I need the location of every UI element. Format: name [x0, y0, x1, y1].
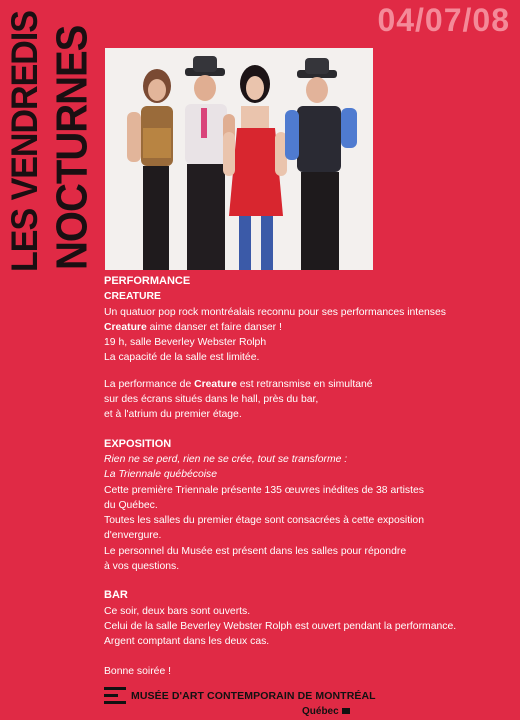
exposition-subtitle: La Triennale québécoise: [104, 469, 218, 481]
band-photo: [105, 48, 373, 270]
exposition-line-2: du Québec.: [104, 499, 158, 511]
performance-para2-line-2: sur des écrans situés dans le hall, près du bar,: [104, 394, 319, 406]
performance-line-1: Un quatuor pop rock montréalais reconnu pour ses performances intenses: [104, 306, 446, 318]
performance-line-2-rest: aime danser et faire danser !: [146, 321, 282, 333]
performance-para2-pre: La performance de: [104, 378, 195, 390]
event-details: [104, 274, 504, 679]
performance-subheading: CREATURE: [104, 291, 161, 303]
quebec-text: Québec: [302, 706, 339, 717]
event-date: 04/07/08: [377, 2, 510, 38]
performance-section: [104, 274, 504, 423]
museum-name: MUSÉE D'ART CONTEMPORAIN DE MONTRÉAL: [131, 690, 376, 702]
exposition-section: [104, 437, 504, 575]
exposition-title: Rien ne se perd, rien ne se crée, tout se transforme :: [104, 453, 348, 465]
quebec-flag-icon: [342, 708, 350, 714]
exposition-line-4: d'envergure.: [104, 530, 162, 542]
bar-line-2: Celui de la salle Beverley Webster Rolph est ouvert pendant la performance.: [104, 620, 457, 632]
title-line-2: NOCTURNES: [47, 25, 97, 270]
band-name-bold: Creature: [104, 321, 147, 333]
band-name-bold-2: Creature: [194, 378, 237, 390]
museum-logo-icon: [104, 687, 126, 705]
performance-para2-line-1: [104, 377, 504, 392]
performance-line-4: La capacité de la salle est limitée.: [104, 352, 260, 364]
exposition-heading: EXPOSITION: [104, 437, 172, 450]
title-line-1: LES VENDREDIS: [3, 11, 46, 272]
closing-text: Bonne soirée !: [104, 665, 172, 677]
performance-line-2: [104, 320, 504, 335]
bar-line-3: Argent comptant dans les deux cas.: [104, 636, 270, 648]
performance-line-3: 19 h, salle Beverley Webster Rolph: [104, 337, 267, 349]
exposition-line-5: Le personnel du Musée est présent dans les salles pour répondre: [104, 545, 407, 557]
bar-heading: BAR: [104, 589, 128, 602]
exposition-line-3: Toutes les salles du premier étage sont consacrées à cette exposition: [104, 515, 424, 527]
quebec-logo: [302, 706, 350, 717]
performance-heading: PERFORMANCE: [104, 275, 191, 287]
bar-section: [104, 588, 504, 649]
bar-line-1: Ce soir, deux bars sont ouverts.: [104, 605, 251, 617]
exposition-line-6: à vos questions.: [104, 561, 180, 573]
performance-para2-post: est retransmise en simultané: [236, 378, 373, 390]
performance-para2-line-3: et à l'atrium du premier étage.: [104, 409, 242, 421]
exposition-line-1: Cette première Triennale présente 135 œuvres inédites de 38 artistes: [104, 484, 424, 496]
